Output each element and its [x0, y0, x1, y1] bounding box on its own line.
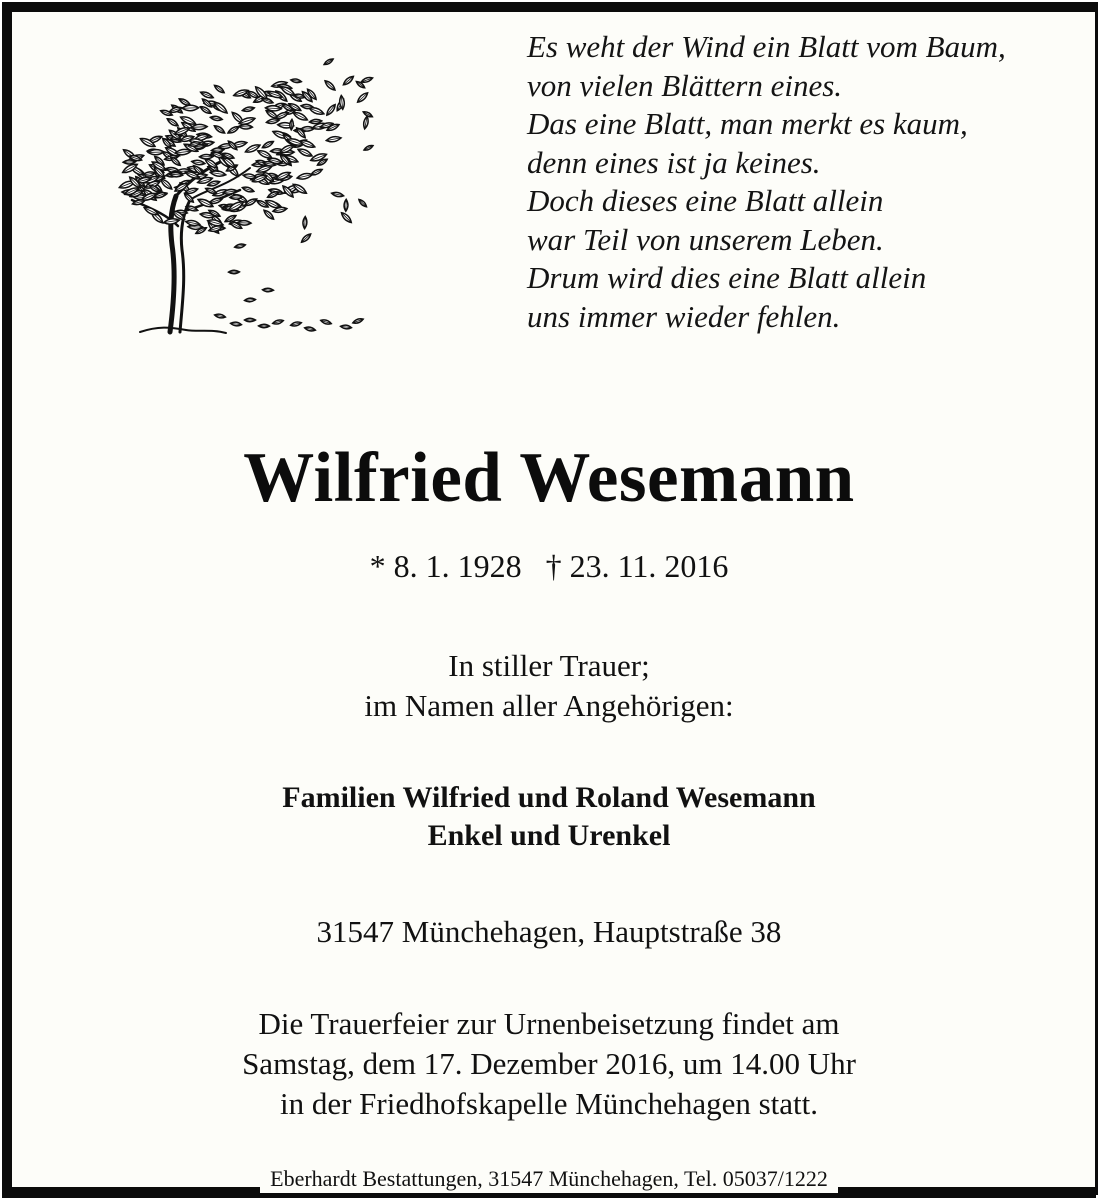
- service-line: in der Friedhofskapelle Münchehagen statt.: [279, 1086, 819, 1121]
- leaf-cluster: [118, 58, 373, 332]
- family-line: Enkel und Urenkel: [427, 819, 671, 852]
- service-line: Die Trauerfeier zur Urnenbeisetzung findet am: [258, 1006, 840, 1041]
- poem-line: Doch dieses eine Blatt allein: [527, 183, 884, 218]
- poem: [527, 28, 1067, 336]
- leaf-vein: [231, 197, 241, 198]
- service-line: Samstag, dem 17. Dezember 2016, um 14.00 Uhr: [242, 1046, 856, 1081]
- family-address: 31547 Münchehagen, Hauptstraße 38: [316, 914, 782, 949]
- funeral-home-footer: [0, 1165, 1098, 1193]
- mourning-line: im Namen aller Angehörigen:: [364, 688, 734, 723]
- leaf-vein: [305, 218, 306, 228]
- deceased-name: Wilfried Wesemann: [243, 439, 855, 517]
- family-signature: [0, 779, 1098, 855]
- life-dates: * 8. 1. 1928 † 23. 11. 2016: [369, 548, 729, 584]
- tree-trunk: [170, 196, 176, 332]
- poem-line: denn eines ist ja keines.: [527, 144, 821, 180]
- windblown-tree-icon: [100, 40, 380, 340]
- poem-line: von vielen Blättern eines.: [527, 67, 843, 103]
- mourning-text: [0, 646, 1098, 726]
- funeral-home-text: Eberhardt Bestattungen, 31547 Münchehagen, Tel. 05037/1222: [260, 1165, 838, 1193]
- funeral-service-info: [0, 1004, 1098, 1124]
- poem-line: war Teil von unserem Leben.: [527, 221, 884, 257]
- poem-line: Drum wird dies eine Blatt allein: [527, 260, 927, 295]
- poem-line: Es weht der Wind ein Blatt vom Baum,: [527, 29, 1006, 64]
- poem-line: uns immer wieder fehlen.: [527, 298, 841, 334]
- family-line: Familien Wilfried und Roland Wesemann: [282, 781, 816, 814]
- tree-ground: [140, 328, 226, 333]
- poem-line: Das eine Blatt, man merkt es kaum,: [527, 106, 968, 141]
- mourning-line: In stiller Trauer;: [448, 648, 650, 683]
